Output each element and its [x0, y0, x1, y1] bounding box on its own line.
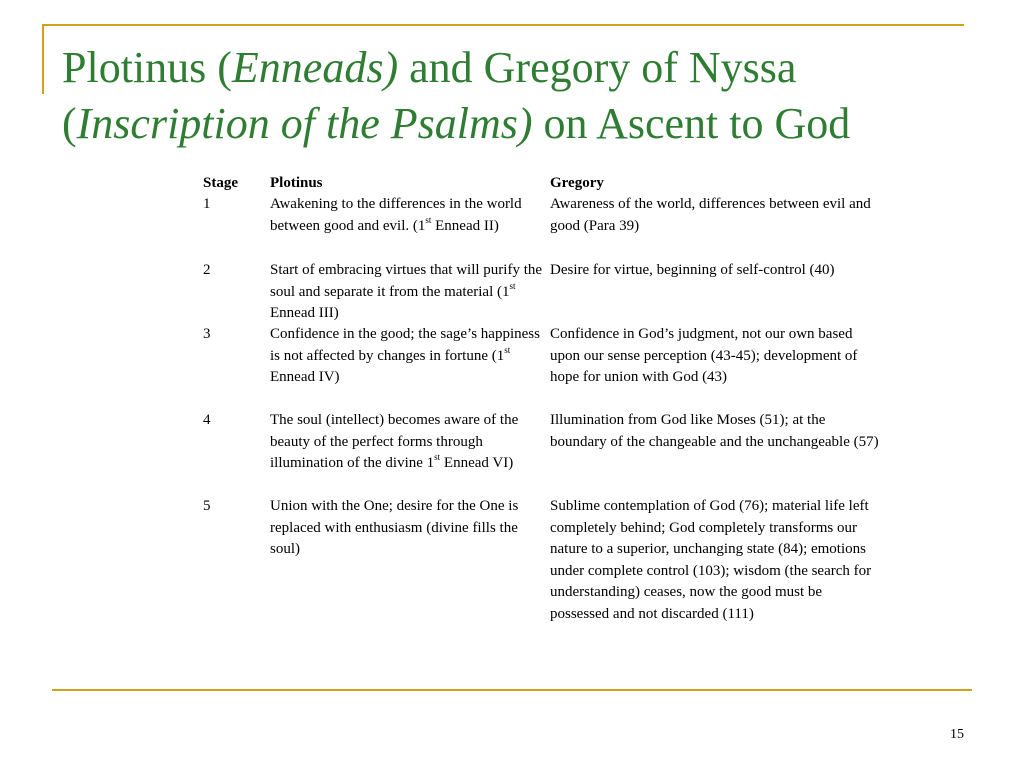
- slide-title: [62, 40, 992, 152]
- plotinus-cell: Start of embracing virtues that will purify the soul and separate it from the material (1st Ennead III): [270, 262, 543, 321]
- bottom-border-line: [52, 689, 972, 691]
- left-border-line: [42, 24, 44, 94]
- gregory-cell: Sublime contemplation of God (76); material life left completely behind; God completely transforms our nature to a superior, unchanging state (84); emotions under complete control (103); wisdom (the search for understanding) ceases, now the good must be possessed and not discarded (111): [550, 498, 872, 622]
- gregory-cell: Confidence in God’s judgment, not our own based upon our sense perception (43-45); development of hope for union with God (43): [550, 326, 858, 385]
- header-stage: Stage: [203, 175, 238, 191]
- stage-cell: 4: [203, 412, 211, 428]
- header-plotinus: Plotinus: [270, 175, 323, 191]
- header-gregory: Gregory: [550, 175, 604, 191]
- stage-cell: 2: [203, 262, 211, 278]
- title-line-1: Plotinus (Enneads) and Gregory of Nyssa: [62, 43, 797, 92]
- plotinus-cell: Union with the One; desire for the One is replaced with enthusiasm (divine fills the soul): [270, 498, 519, 557]
- title-line-2: (Inscription of the Psalms) on Ascent to God: [62, 99, 851, 148]
- gregory-cell: Illumination from God like Moses (51); at the boundary of the changeable and the unchangeable (57): [550, 412, 879, 450]
- top-border-line: [42, 24, 964, 26]
- plotinus-cell: The soul (intellect) becomes aware of the beauty of the perfect forms through illumination of the divine 1st Ennead VI): [270, 412, 519, 471]
- plotinus-cell: Confidence in the good; the sage’s happiness is not affected by changes in fortune (1st Ennead IV): [270, 326, 540, 385]
- page-number: 15: [950, 727, 964, 742]
- gregory-cell: Desire for virtue, beginning of self-control (40): [550, 262, 835, 278]
- stage-cell: 3: [203, 326, 211, 342]
- stage-cell: 1: [203, 196, 211, 212]
- stage-cell: 5: [203, 498, 211, 514]
- gregory-cell: Awareness of the world, differences between evil and good (Para 39): [550, 196, 871, 234]
- plotinus-cell: Awakening to the differences in the world between good and evil. (1st Ennead II): [270, 196, 522, 234]
